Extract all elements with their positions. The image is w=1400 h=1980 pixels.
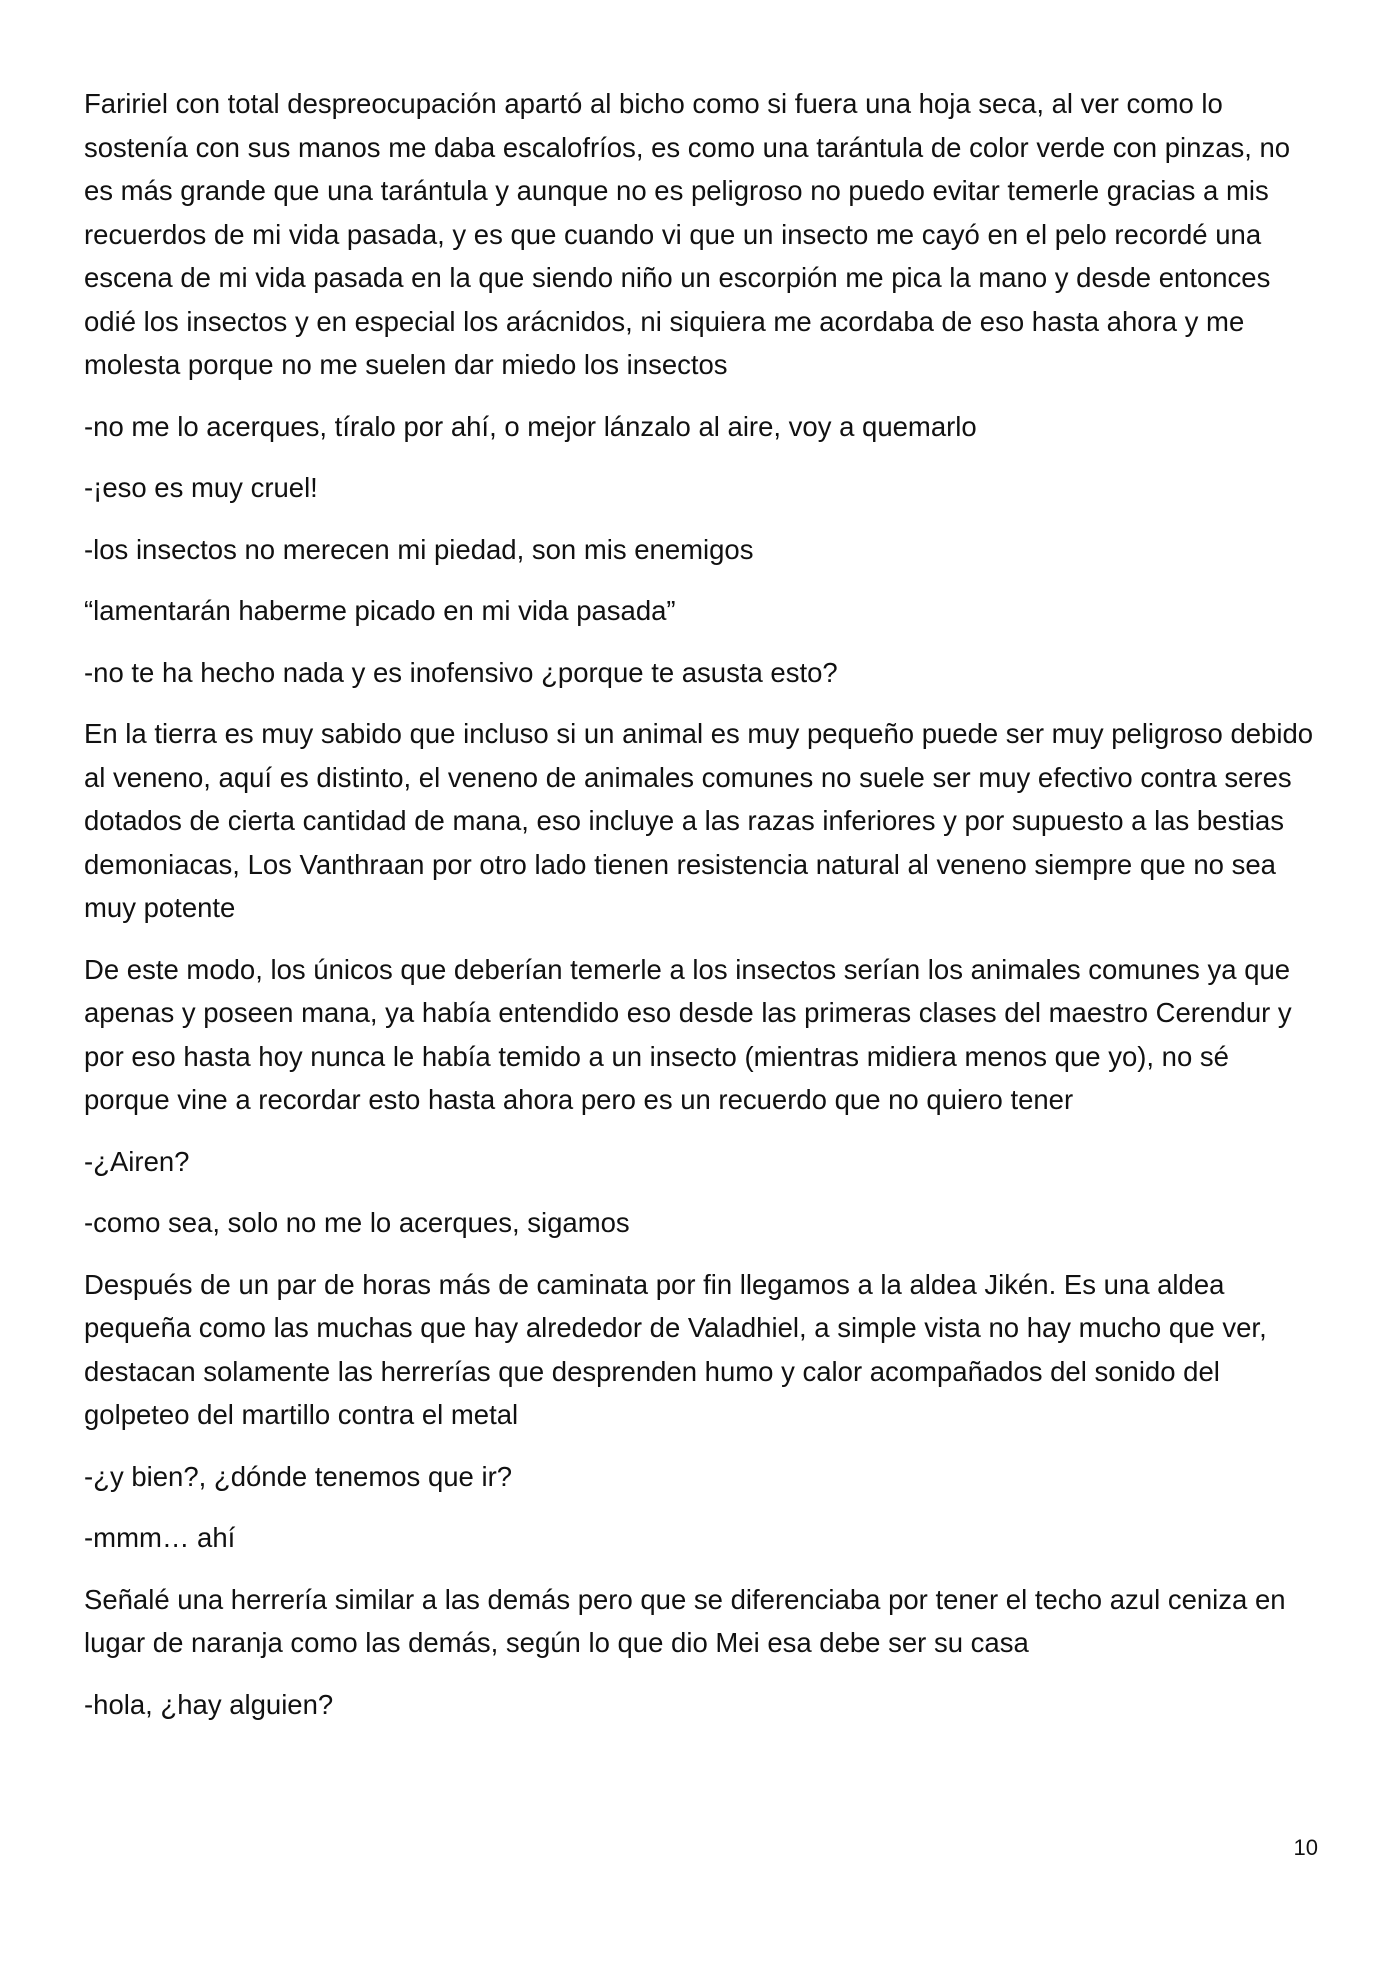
paragraph: Señalé una herrería similar a las demás pero que se diferenciaba por tener el techo azul ceniza en lugar de naranja como las demás, según lo que dio Mei esa debe ser su casa — [84, 1583, 1286, 1658]
dialogue-line: -¿y bien?, ¿dónde tenemos que ir? — [84, 1460, 513, 1492]
dialogue-line: -los insectos no merecen mi piedad, son mis enemigos — [84, 533, 754, 565]
dialogue-line: -¡eso es muy cruel! — [84, 472, 318, 503]
dialogue-line: -como sea, solo no me lo acerques, sigamos — [84, 1207, 630, 1238]
dialogue-line: -no te ha hecho nada y es inofensivo ¿porque te asusta esto? — [84, 656, 838, 688]
dialogue-line: -¿Airen? — [84, 1145, 190, 1177]
paragraph: Después de un par de horas más de caminata por fin llegamos a la aldea Jikén. Es una aldea pequeña como las muchas que hay alrededor de Valadhiel, a simple vista no hay mucho que ver, destacan solamente las herrerías que desprenden humo y calor acompañados del sonido del golpeteo del martillo contra el metal — [84, 1268, 1267, 1430]
thought-line: “lamentarán haberme picado en mi vida pasada” — [84, 595, 676, 626]
dialogue-line: -no me lo acerques, tíralo por ahí, o mejor lánzalo al aire, voy a quemarlo — [84, 410, 977, 442]
dialogue-line: -mmm… ahí — [84, 1522, 236, 1553]
dialogue-line: -hola, ¿hay alguien? — [84, 1688, 334, 1720]
paragraph: En la tierra es muy sabido que incluso si un animal es muy pequeño puede ser muy peligroso debido al veneno, aquí es distinto, el veneno de animales comunes no suele ser muy efectivo contra seres dotados de cierta cantidad de mana, eso incluye a las razas inferiores y por supuesto a las bestias demoniacas, Los Vanthraan por otro lado tienen resistencia natural al veneno siempre que no sea muy potente — [84, 718, 1314, 923]
text-body — [84, 82, 1320, 1744]
page-number: 10 — [1293, 1835, 1318, 1860]
paragraph: De este modo, los únicos que deberían temerle a los insectos serían los animales comunes ya que apenas y poseen mana, ya había entendido eso desde las primeras clases del maestro Cerendur y por eso hasta hoy nunca le había temido a un insecto (mientras midiera menos que yo), no sé porque vine a recordar esto hasta ahora pero es un recuerdo que no quiero tener — [84, 953, 1292, 1115]
paragraph: Faririel con total despreocupación apartó al bicho como si fuera una hoja seca, al ver como lo sostenía con sus manos me daba escalofríos, es como una tarántula de color verde con pinzas, no es más grande que una tarántula y aunque no es peligroso no puedo evitar temerle gracias a mis recuerdos de mi vida pasada, y es que cuando vi que un insecto me cayó en el pelo recordé una escena de mi vida pasada en la que siendo niño un escorpión me pica la mano y desde entonces odié los insectos y en especial los arácnidos, ni siquiera me acordaba de eso hasta ahora y me molesta porque no me suelen dar miedo los insectos — [84, 88, 1291, 380]
